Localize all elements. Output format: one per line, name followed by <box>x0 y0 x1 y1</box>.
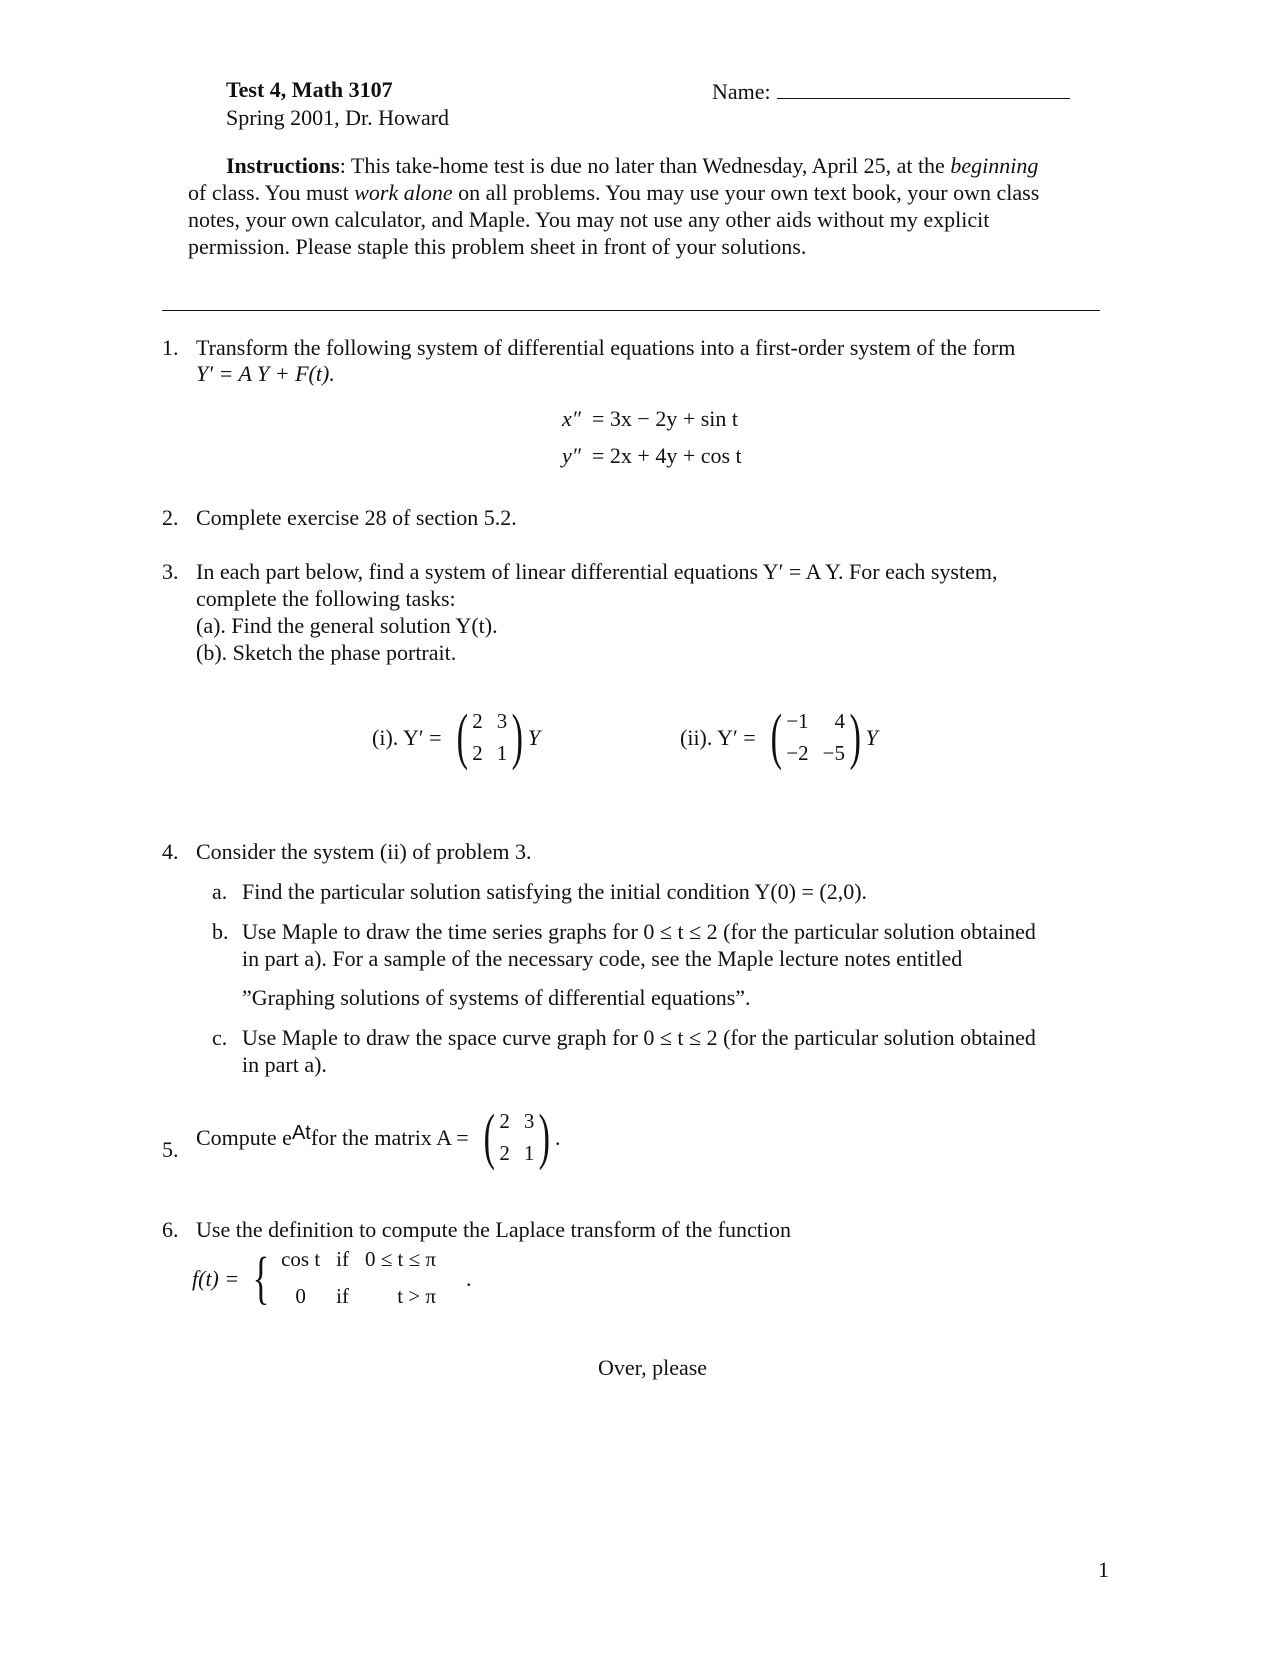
problem-6-text: Use the definition to compute the Laplace transform of the function <box>196 1217 792 1242</box>
instructions-text-1: : This take-home test is due no later than Wednesday, April 25, at the <box>339 153 945 178</box>
problem-4-a-label: a. <box>212 879 228 904</box>
problem-3-system-i <box>372 703 541 771</box>
problem-5-number: 5. <box>162 1137 179 1162</box>
system-ii-label: (ii). Y′ = <box>680 724 756 750</box>
problem-5-pre: Compute e <box>196 1124 292 1150</box>
problem-5-post: for the matrix A = <box>310 1124 469 1150</box>
problem-4-b-label: b. <box>212 919 229 944</box>
case-2-condition: t > π <box>397 1284 436 1308</box>
case-2-value: 0 <box>295 1284 306 1308</box>
problem-4-b-text-1: Use Maple to draw the time series graphs for 0 ≤ t ≤ 2 (for the particular solution obtained <box>242 919 1036 944</box>
over-please-text: Over, please <box>598 1355 708 1380</box>
name-label: Name: <box>712 79 771 104</box>
problem-2-number: 2. <box>162 505 179 530</box>
problem-4-c-text-1: Use Maple to draw the space curve graph for 0 ≤ t ≤ 2 (for the particular solution obtained <box>242 1025 1036 1050</box>
problem-1-text: Transform the following system of differential equations into a first-order system of the form <box>196 335 1016 360</box>
case-1-value: cos t <box>281 1247 321 1271</box>
problem-4-c-label: c. <box>212 1025 228 1050</box>
matrix-cell: −2 <box>786 741 809 765</box>
problem-1-eq1-rhs: = 3x − 2y + sin t <box>592 406 739 431</box>
piecewise-cases <box>281 1246 436 1310</box>
matrix-cell: −5 <box>822 741 846 765</box>
problem-3-text-1: In each part below, find a system of linear differential equations Y′ = A Y. For each system, <box>196 559 998 584</box>
problem-5-end: . <box>554 1124 561 1150</box>
left-brace: { <box>252 1245 270 1310</box>
matrix-cell: 2 <box>472 741 483 765</box>
matrix-cell: 3 <box>496 709 508 733</box>
matrix-cell: 2 <box>499 1141 510 1165</box>
problem-4-b-text-2: in part a). For a sample of the necessary code, see the Maple lecture notes entitled <box>242 946 963 971</box>
left-paren: ( <box>770 703 782 771</box>
instructions-text-2: of class. You must <box>188 180 355 205</box>
problem-4-a-text: Find the particular solution satisfying the initial condition Y(0) = (2,0). <box>242 879 868 904</box>
case-1-if: if <box>336 1247 349 1271</box>
problem-6-function <box>192 1246 471 1310</box>
problem-5-matrix <box>499 1109 534 1165</box>
problem-4-text: Consider the system (ii) of problem 3. <box>196 839 532 864</box>
matrix-cell: 2 <box>472 709 483 733</box>
problem-1-eq2-rhs: = 2x + 4y + cos t <box>592 443 742 468</box>
test-subtitle: Spring 2001, Dr. Howard <box>226 105 450 130</box>
problem-3-text-2: complete the following tasks: <box>196 586 456 611</box>
matrix-cell: 1 <box>496 741 508 765</box>
problem-5-text <box>196 1103 561 1171</box>
left-paren: ( <box>483 1103 495 1171</box>
matrix-cell: −1 <box>786 709 809 733</box>
instructions-emphasis-1: beginning <box>950 153 1039 178</box>
problem-4-c-text-2: in part a). <box>242 1052 327 1077</box>
problem-6-number: 6. <box>162 1217 179 1242</box>
problem-3-task-b: (b). Sketch the phase portrait. <box>196 640 457 665</box>
system-i-y: Y <box>527 724 541 750</box>
matrix-cell: 3 <box>523 1109 535 1133</box>
horizontal-rule <box>162 310 1100 311</box>
problem-1-eq2-lhs: y″ <box>562 443 581 468</box>
right-paren: ) <box>849 703 862 771</box>
system-ii-matrix <box>786 709 845 765</box>
problem-6-end: . <box>465 1265 472 1291</box>
problem-2-text: Complete exercise 28 of section 5.2. <box>196 505 517 530</box>
problem-4-number: 4. <box>162 839 179 864</box>
instructions-text-3: on all problems. You may use your own text book, your own class notes, your own calculator, and Maple. You may not use any other aids without my explicit permission. Please staple this problem sheet in front of your solutions. <box>188 180 1040 259</box>
instructions-label: Instructions <box>226 153 340 178</box>
problem-3-system-ii <box>680 703 878 771</box>
instructions-emphasis-2: work alone <box>354 180 453 205</box>
right-paren: ) <box>538 1103 551 1171</box>
system-i-label: (i). Y′ = <box>372 724 442 750</box>
case-2-if: if <box>336 1284 349 1308</box>
problem-5-exponent: At <box>291 1121 311 1144</box>
problem-1-eq1-lhs: x″ <box>562 406 581 431</box>
case-1-condition: 0 ≤ t ≤ π <box>364 1247 436 1271</box>
problem-1-form: Y′ = A Y + F(t). <box>196 361 335 386</box>
name-blank-line <box>777 76 1070 99</box>
instructions-paragraph <box>188 152 1048 260</box>
matrix-cell: 1 <box>523 1141 535 1165</box>
problem-3-number: 3. <box>162 559 179 584</box>
matrix-cell: 4 <box>834 709 846 733</box>
function-lhs: f(t) = <box>192 1265 240 1291</box>
test-title: Test 4, Math 3107 <box>226 77 393 102</box>
page-number: 1 <box>1098 1557 1109 1582</box>
left-paren: ( <box>456 703 468 771</box>
matrix-cell: 2 <box>499 1109 510 1133</box>
problem-1-number: 1. <box>162 335 179 360</box>
system-ii-y: Y <box>865 724 878 750</box>
system-i-matrix <box>472 709 507 765</box>
name-field <box>712 76 1070 105</box>
problem-3-task-a: (a). Find the general solution Y(t). <box>196 613 498 638</box>
right-paren: ) <box>511 703 524 771</box>
problem-4-b-text-3: ”Graphing solutions of systems of differential equations”. <box>242 985 751 1010</box>
